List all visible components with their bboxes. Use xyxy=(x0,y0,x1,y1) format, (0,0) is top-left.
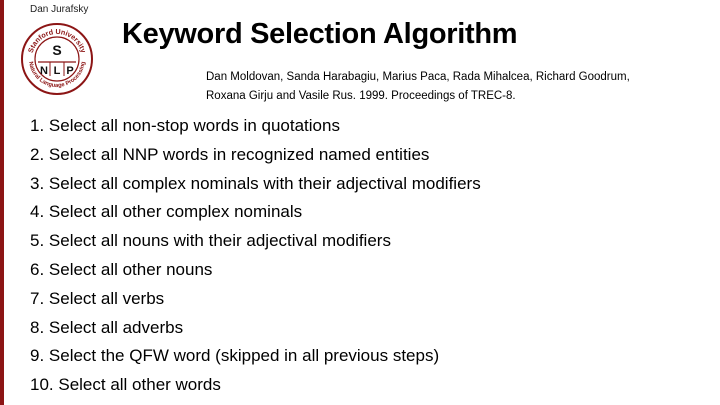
logo-letter-n: N xyxy=(40,65,48,77)
stanford-nlp-logo xyxy=(20,22,94,96)
step-item: 1. Select all non-stop words in quotations xyxy=(30,116,340,135)
logo-bottom-text: Natural Language Processing xyxy=(27,61,87,90)
step-item: 6. Select all other nouns xyxy=(30,259,213,279)
logo-letter-l: L xyxy=(53,65,61,77)
step-item: 10. Select all other words xyxy=(30,375,221,395)
step-item: 4. Select all other complex nominals xyxy=(30,202,303,222)
citation xyxy=(206,68,706,106)
step-item: 9. Select the QFW word (skipped in all previous steps) xyxy=(30,346,440,366)
author-name: Dan Jurafsky xyxy=(30,4,89,15)
algorithm-steps xyxy=(30,112,481,400)
accent-bar xyxy=(0,0,4,405)
step-item: 3. Select all complex nominals with their adjectival modifiers xyxy=(30,173,481,193)
step-item: 7. Select all verbs xyxy=(30,288,165,308)
logo-letter-p: P xyxy=(66,65,74,77)
logo-letter-s: S xyxy=(52,42,62,58)
slide-title: Keyword Selection Algorithm xyxy=(122,18,518,50)
step-item: 2. Select all NNP words in recognized named entities xyxy=(30,144,430,164)
step-item: 8. Select all adverbs xyxy=(30,317,184,337)
logo-top-text: Stanford University xyxy=(25,26,89,54)
citation-line-1: Dan Moldovan, Sanda Harabagiu, Marius Paca, Rada Mihalcea, Richard Goodrum, xyxy=(206,71,630,83)
step-item: 5. Select all nouns with their adjectival modifiers xyxy=(30,231,391,251)
citation-line-2: Roxana Girju and Vasile Rus. 1999. Proceedings of TREC-8. xyxy=(206,90,516,102)
